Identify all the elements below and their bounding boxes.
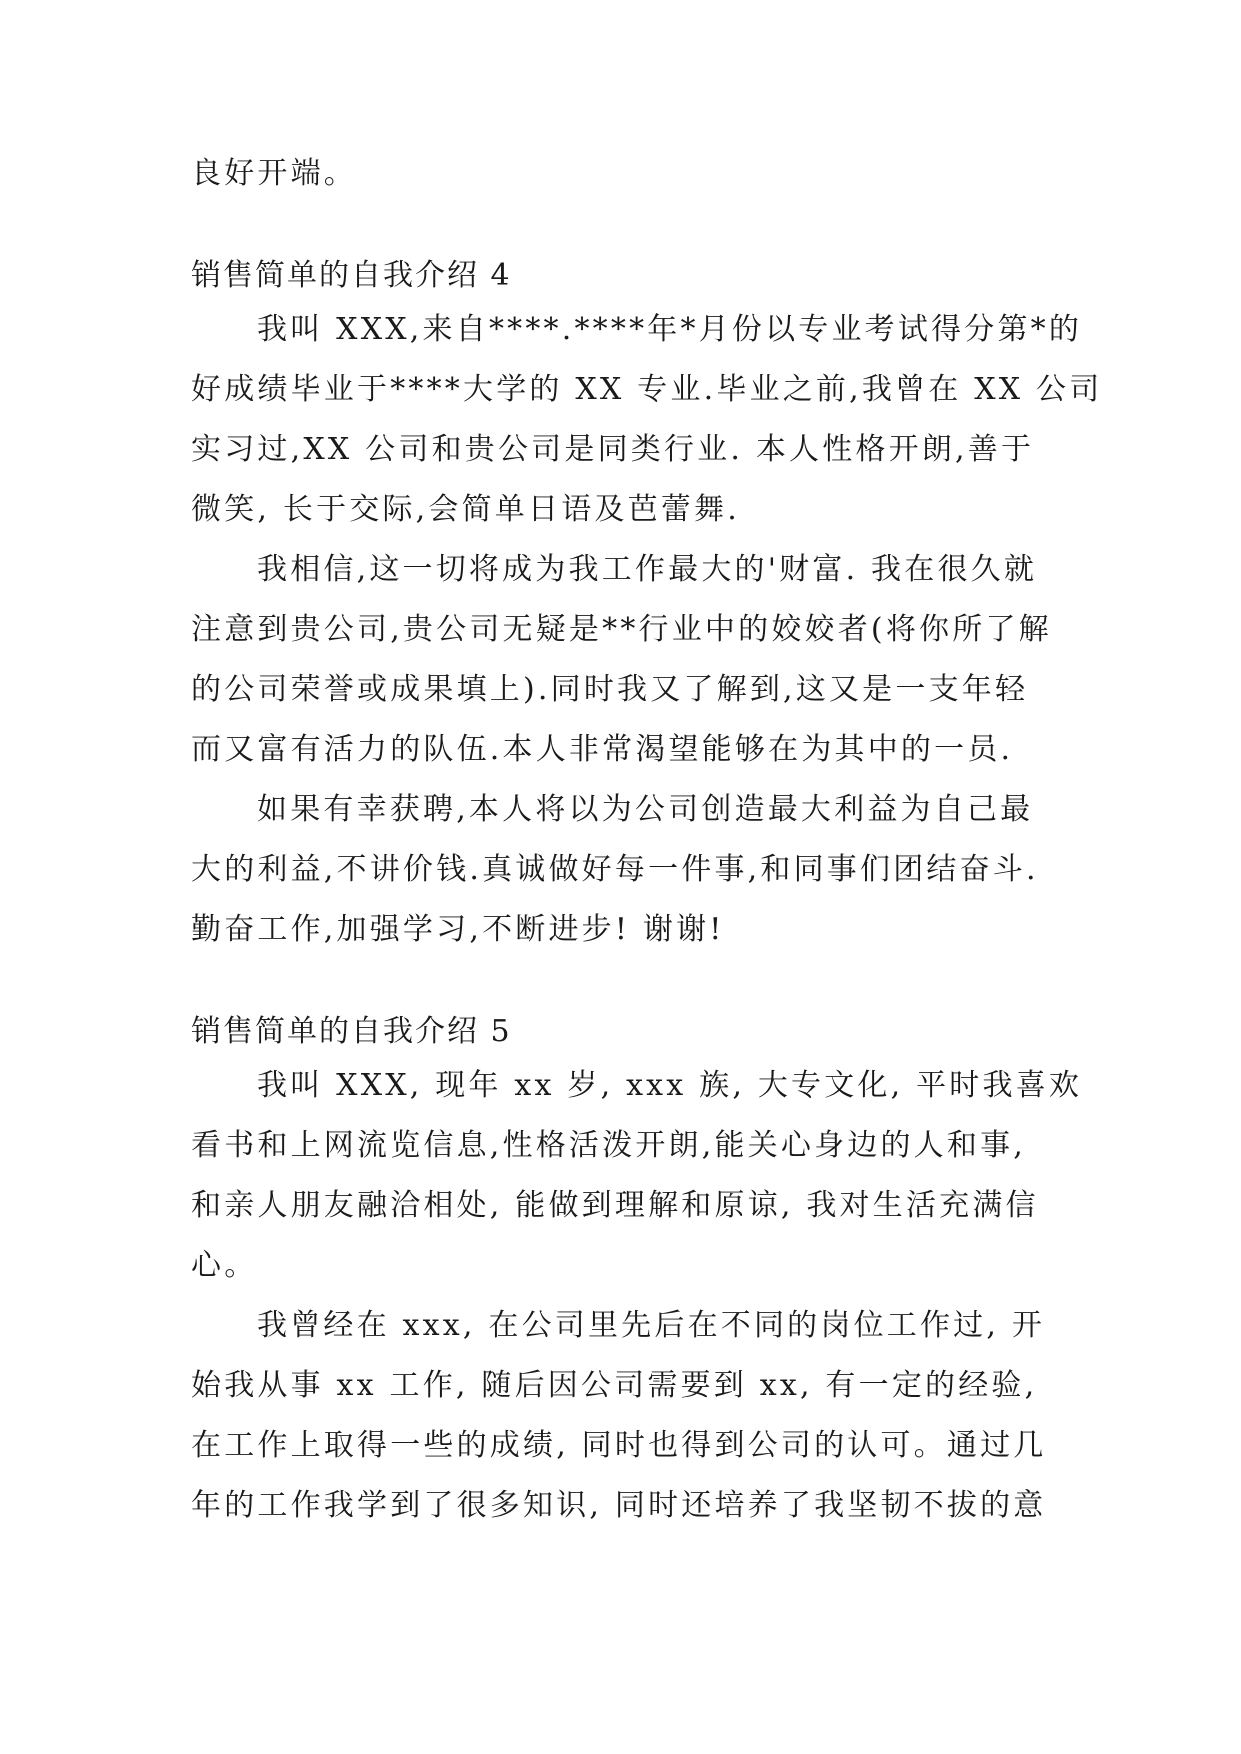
text-line: 良好开端。 (191, 156, 357, 191)
text-line: 我曾经在 xxx, 在公司里先后在不同的岗位工作过, 开 (257, 1308, 1046, 1343)
text-line: 始我从事 xx 工作, 随后因公司需要到 xx, 有一定的经验, (191, 1368, 1038, 1403)
text-line: 我叫 XXX, 现年 xx 岁, xxx 族, 大专文化, 平时我喜欢 (257, 1068, 1083, 1103)
text-line: 在工作上取得一些的成绩, 同时也得到公司的认可。通过几 (191, 1428, 1047, 1463)
text-line: 心。 (191, 1248, 258, 1283)
text-line: 实习过,XX 公司和贵公司是同类行业. 本人性格开朗,善于 (191, 432, 1035, 467)
text-line: 和亲人朋友融洽相处, 能做到理解和原谅, 我对生活充满信 (191, 1188, 1039, 1223)
text-line: 看书和上网流览信息,性格活泼开朗,能关心身边的人和事, (191, 1128, 1027, 1163)
text-line: 大的利益,不讲价钱.真诚做好每一件事,和同事们团结奋斗. (191, 852, 1039, 887)
text-line: 我叫 XXX,来自****.****年*月份以专业考试得分第*的 (257, 312, 1083, 347)
text-line: 如果有幸获聘,本人将以为公司创造最大利益为自己最 (257, 792, 1034, 827)
text-line: 微笑, 长于交际,会简单日语及芭蕾舞. (191, 492, 740, 527)
text-line: 而又富有活力的队伍.本人非常渴望能够在为其中的一员. (191, 732, 1014, 767)
text-line: 年的工作我学到了很多知识, 同时还培养了我坚韧不拔的意 (191, 1488, 1047, 1523)
text-line: 勤奋工作,加强学习,不断进步! 谢谢! (191, 912, 725, 947)
text-line: 的公司荣誉或成果填上).同时我又了解到,这又是一支年轻 (191, 672, 1029, 707)
text-line: 注意到贵公司,贵公司无疑是**行业中的姣姣者(将你所了解 (191, 612, 1052, 647)
section-heading: 销售简单的自我介绍 4 (191, 258, 512, 293)
text-line: 好成绩毕业于****大学的 XX 专业.毕业之前,我曾在 XX 公司 (191, 372, 1103, 407)
text-line: 我相信,这一切将成为我工作最大的'财富. 我在很久就 (257, 552, 1038, 587)
section-heading: 销售简单的自我介绍 5 (191, 1014, 512, 1049)
